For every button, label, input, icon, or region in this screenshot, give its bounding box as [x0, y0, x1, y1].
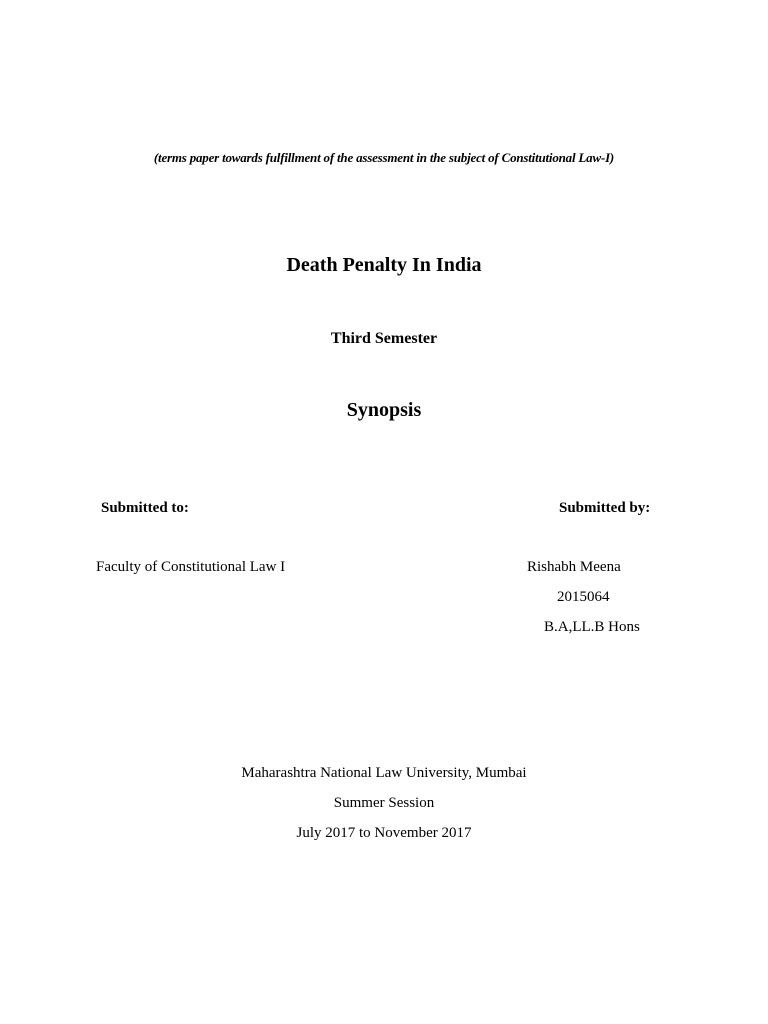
submitted-by-label: Submitted by: — [559, 500, 651, 516]
submitted-to-value: Faculty of Constitutional Law I — [96, 559, 286, 575]
student-roll-number: 2015064 — [557, 589, 610, 605]
submitted-to-label: Submitted to: — [101, 500, 189, 516]
document-title: Death Penalty In India — [286, 254, 482, 276]
student-name: Rishabh Meena — [527, 559, 621, 575]
semester-label: Third Semester — [330, 330, 438, 347]
document-type-heading: Synopsis — [346, 399, 422, 421]
university-name: Maharashtra National Law University, Mumbai — [241, 765, 527, 781]
session-duration: July 2017 to November 2017 — [296, 825, 472, 841]
assessment-note: (terms paper towards fulfillment of the assessment in the subject of Constitutional Law-I) — [153, 150, 615, 165]
session-label: Summer Session — [333, 795, 435, 811]
student-course: B.A,LL.B Hons — [544, 619, 640, 635]
